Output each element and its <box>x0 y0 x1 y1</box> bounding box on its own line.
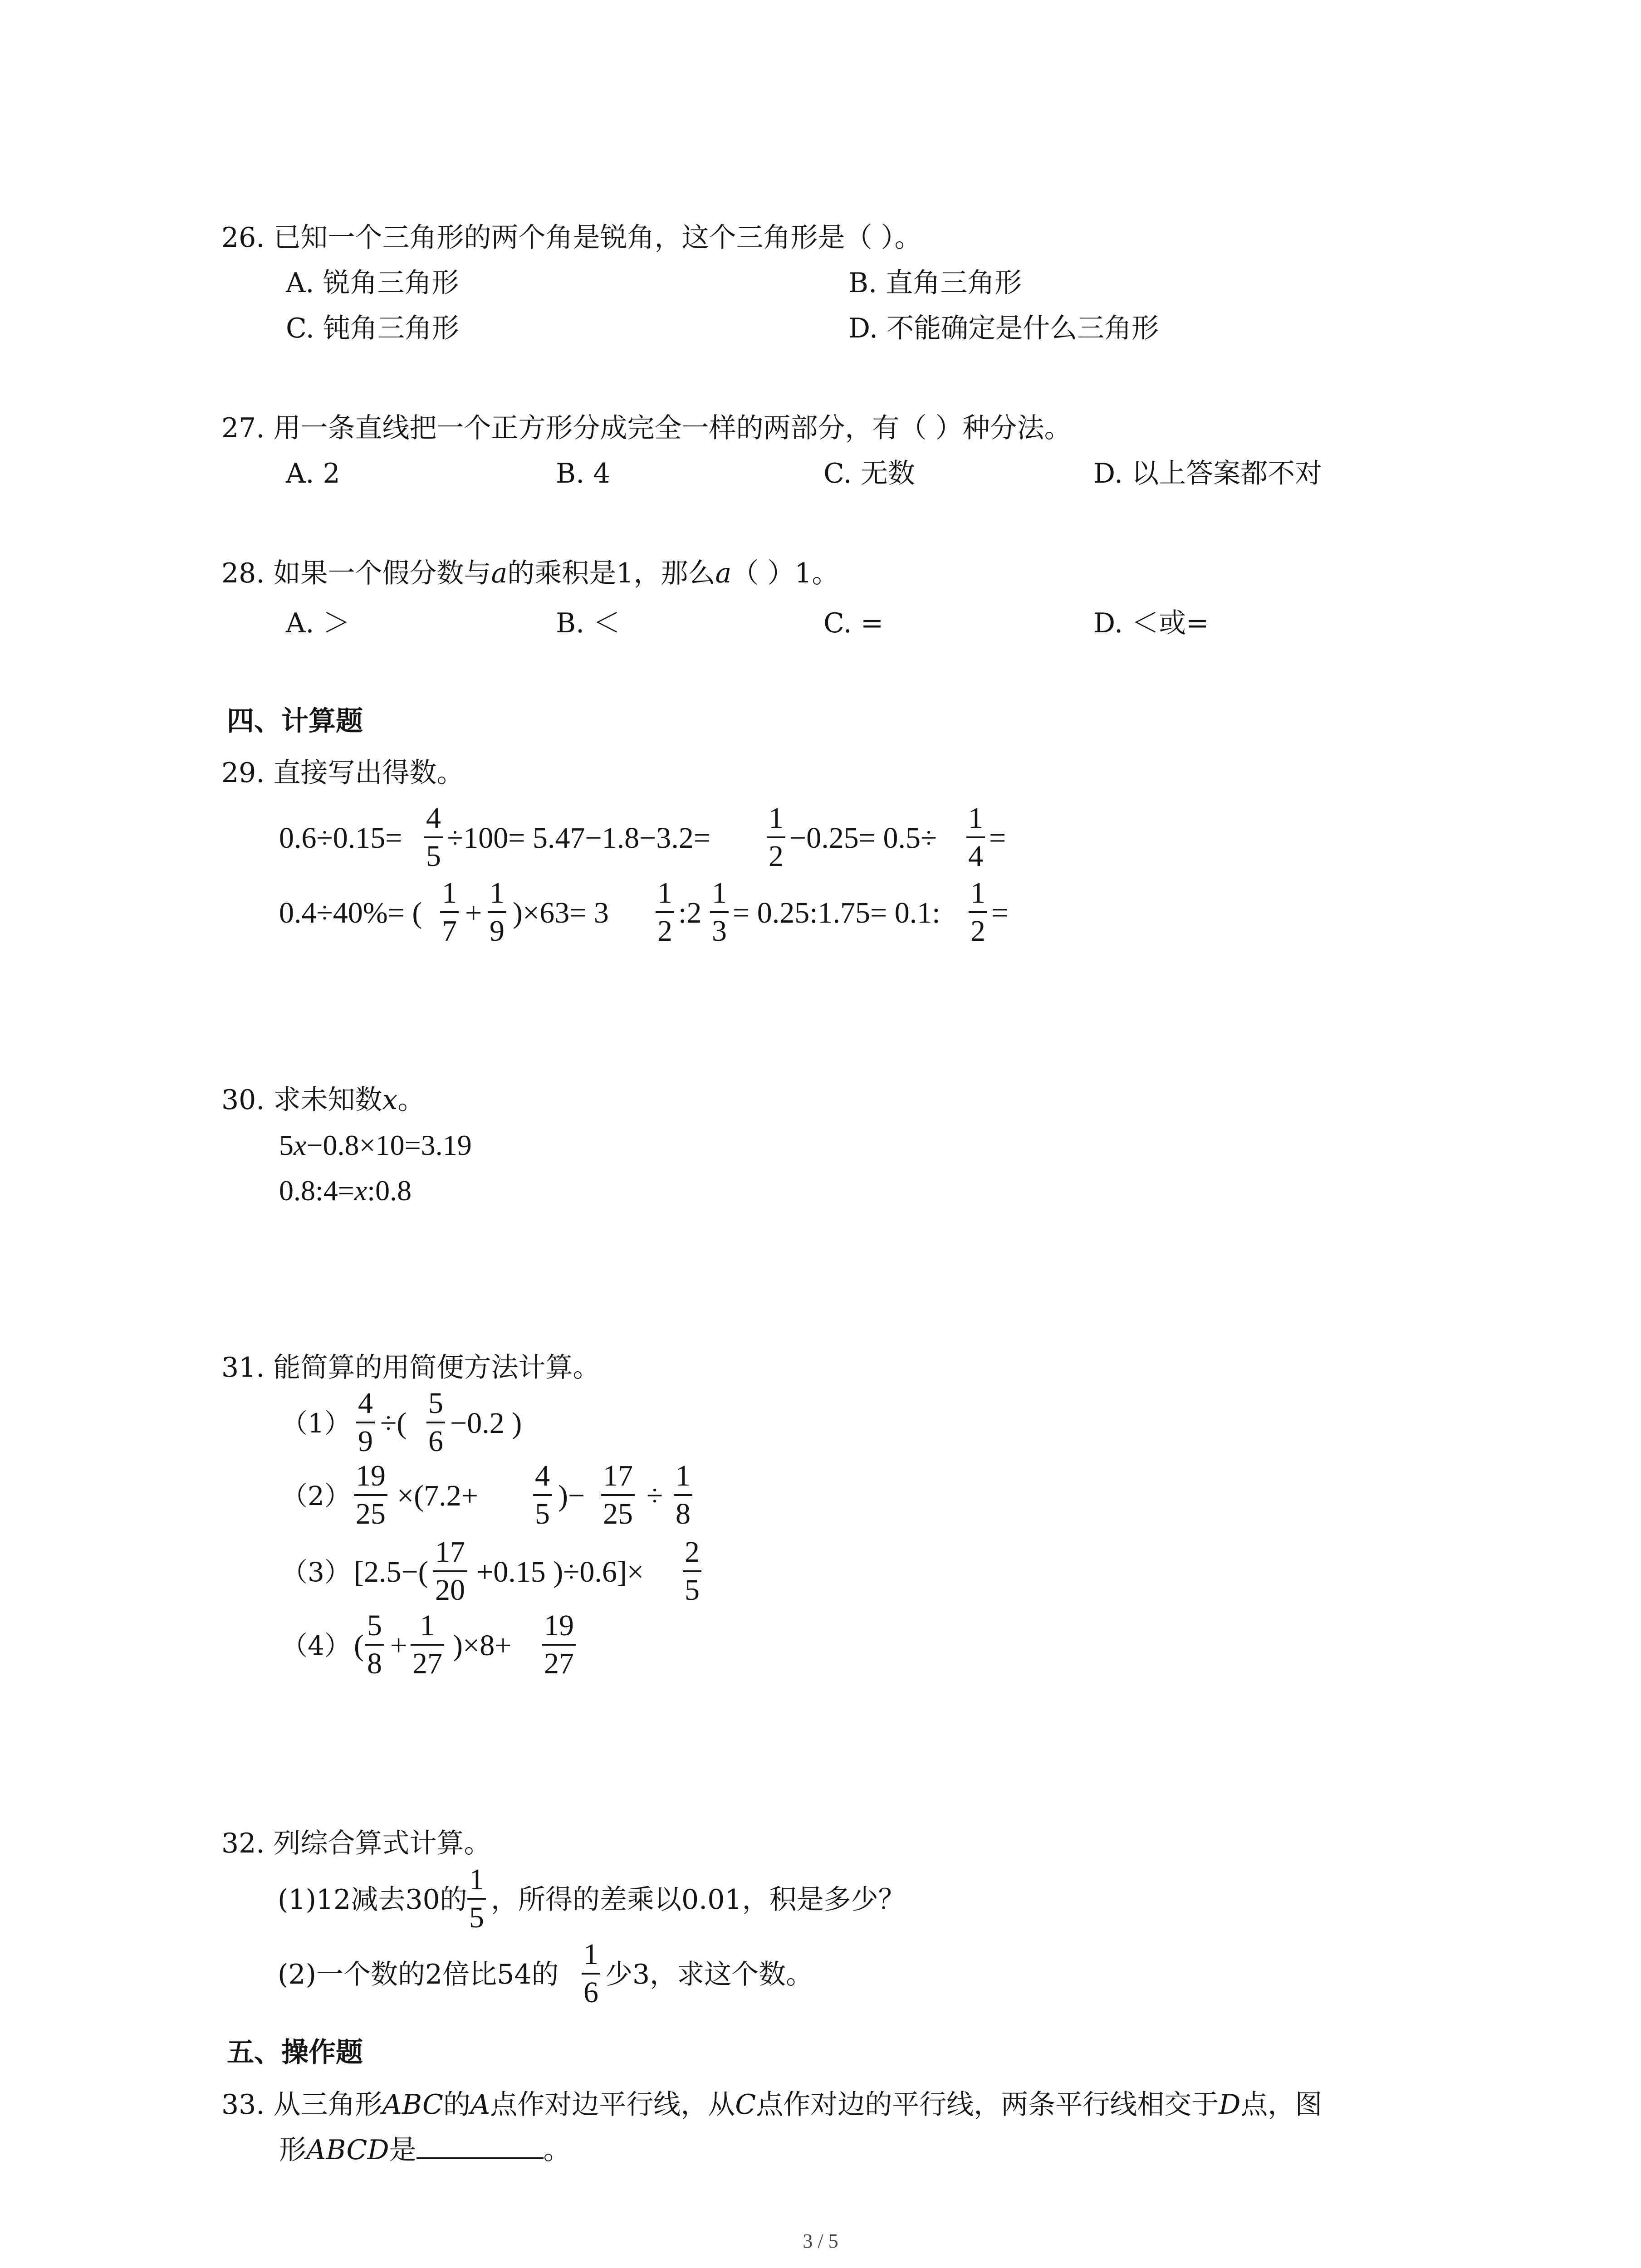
question-32-stem: 32. 列综合算式计算。 <box>221 1828 491 1859</box>
q32-p2-fraction: 1 6 <box>582 1937 600 2010</box>
q29-r2-fraction-2: 1 9 <box>488 876 506 948</box>
q32-p2-text-b: 少3，求这个数。 <box>605 1959 813 1990</box>
q31-p2-fraction-3: 17 25 <box>601 1459 635 1531</box>
q29-r2-expr-4: :2 <box>678 896 702 929</box>
q29-r1-fraction-2: 1 2 <box>767 801 785 874</box>
q31-p4-fraction-1: 5 8 <box>365 1608 384 1681</box>
q27-option-b[interactable]: B. 4 <box>556 458 611 489</box>
q31-p2-expr-1: ×(7.2+ <box>397 1479 478 1512</box>
q31-p1-fraction-2: 5 6 <box>426 1386 445 1459</box>
q28-option-a[interactable]: A. ＞ <box>286 607 350 639</box>
page-number: 3 / 5 <box>803 2230 838 2252</box>
q29-r1-expr-2: ÷100= 5.47−1.8−3.2= <box>447 821 711 855</box>
q31-p4-label: （4） <box>281 1630 351 1661</box>
q29-r2-fraction-4: 1 3 <box>710 876 729 948</box>
q31-part-3 <box>281 1532 871 1614</box>
q32-part-2 <box>278 1935 1185 2016</box>
q29-r1-fraction-1: 4 5 <box>424 801 443 874</box>
q29-r1-expr-4: = <box>989 821 1006 855</box>
q31-p3-fraction-2: 2 5 <box>683 1535 701 1608</box>
q29-r1-expr-1: 0.6÷0.15= <box>279 821 402 855</box>
q29-r2-expr-6: = <box>991 896 1009 929</box>
q27-option-c[interactable]: C. 无数 <box>823 458 915 489</box>
q26-option-d[interactable]: D. 不能确定是什么三角形 <box>848 313 1159 344</box>
q29-r2-fraction-1: 1 7 <box>440 876 459 948</box>
q30-equation-1: 5x−0.8×10=3.19 <box>279 1129 472 1161</box>
question-26-stem: 26. 已知一个三角形的两个角是锐角，这个三角形是（ ）。 <box>221 222 922 254</box>
q28-option-d[interactable]: D. ＜或= <box>1093 607 1209 639</box>
q31-p2-fraction-4: 1 8 <box>674 1459 692 1531</box>
q26-option-b[interactable]: B. 直角三角形 <box>848 267 1022 299</box>
q31-p1-label: （1） <box>281 1408 351 1439</box>
question-33-line-1: 33. 从三角形ABC的A点作对边平行线，从C点作对边的平行线，两条平行线相交于D点，图 <box>221 2089 1323 2121</box>
section-heading-calculation: 四、计算题 <box>227 705 363 737</box>
question-29-stem: 29. 直接写出得数。 <box>221 757 464 789</box>
q29-r1-expr-3: −0.25= 0.5÷ <box>789 821 937 855</box>
q31-p2-expr-2: )− <box>558 1479 585 1512</box>
q32-p1-text-a: (1)12减去30的 <box>278 1884 467 1916</box>
q31-p2-fraction-2: 4 5 <box>533 1459 552 1531</box>
q31-part-4 <box>281 1606 871 1687</box>
q29-r2-expr-2: + <box>465 896 482 929</box>
q29-r2-fraction-5: 1 2 <box>969 876 987 948</box>
q31-p1-expr-2: −0.2 ) <box>450 1407 522 1440</box>
q26-option-c[interactable]: C. 钝角三角形 <box>286 313 459 344</box>
q26-option-a[interactable]: A. 锐角三角形 <box>286 267 459 299</box>
section-heading-operation: 五、操作题 <box>227 2037 363 2068</box>
q29-r2-expr-3: )×63= 3 <box>513 896 609 929</box>
q31-p3-label: （3） <box>281 1557 351 1588</box>
q29-r2-expr-5: = 0.25:1.75= 0.1: <box>733 896 941 929</box>
q31-part-2 <box>281 1456 871 1538</box>
q31-p2-fraction-1: 19 25 <box>354 1459 387 1531</box>
q27-option-d[interactable]: D. 以上答案都不对 <box>1093 458 1323 489</box>
question-30-stem: 30. 求未知数x。 <box>221 1084 425 1116</box>
q31-p4-expr-1: + <box>390 1629 407 1662</box>
q32-p1-fraction: 1 5 <box>467 1862 486 1935</box>
q31-p1-fraction-1: 4 9 <box>356 1386 375 1459</box>
q31-p3-expr-1: +0.15 )÷0.6]× <box>476 1555 644 1589</box>
q31-p3-fraction-1: 17 20 <box>433 1535 467 1608</box>
q31-p1-expr-1: ÷( <box>380 1407 407 1440</box>
q32-p2-text-a: (2)一个数的2倍比54的 <box>278 1959 559 1990</box>
q29-r2-fraction-3: 1 2 <box>656 876 674 948</box>
q31-part-1 <box>281 1383 826 1465</box>
q29-row-1 <box>279 798 1050 880</box>
q33-answer-blank[interactable] <box>416 2132 544 2159</box>
q29-row-2 <box>279 873 1050 955</box>
q32-p1-text-b: ，所得的差乘以0.01，积是多少？ <box>491 1884 906 1916</box>
q29-r1-fraction-3: 1 4 <box>966 801 985 874</box>
question-33-line-2: 形ABCD是 。 <box>279 2132 571 2168</box>
q31-p3-expr-0: [2.5−( <box>354 1555 428 1589</box>
q31-p4-expr-0: ( <box>354 1629 364 1662</box>
q31-p4-fraction-2: 1 27 <box>411 1608 444 1681</box>
question-27-stem: 27. 用一条直线把一个正方形分成完全一样的两部分，有（ ）种分法。 <box>221 412 1072 444</box>
q31-p2-expr-3: ÷ <box>647 1479 663 1512</box>
q31-p4-fraction-3: 19 27 <box>542 1608 576 1681</box>
q32-part-1 <box>278 1860 1185 1941</box>
q31-p2-label: （2） <box>281 1481 351 1511</box>
q30-equation-2: 0.8:4=x:0.8 <box>279 1174 412 1207</box>
question-28-stem: 28. 如果一个假分数与a的乘积是1，那么a（ ）1。 <box>221 557 839 589</box>
question-31-stem: 31. 能简算的用简便方法计算。 <box>221 1352 600 1383</box>
q29-r2-expr-1: 0.4÷40%= ( <box>279 896 422 929</box>
q28-option-b[interactable]: B. ＜ <box>556 607 621 639</box>
q28-option-c[interactable]: C. = <box>823 607 884 639</box>
q27-option-a[interactable]: A. 2 <box>286 458 340 489</box>
q31-p4-expr-2: )×8+ <box>453 1629 512 1662</box>
